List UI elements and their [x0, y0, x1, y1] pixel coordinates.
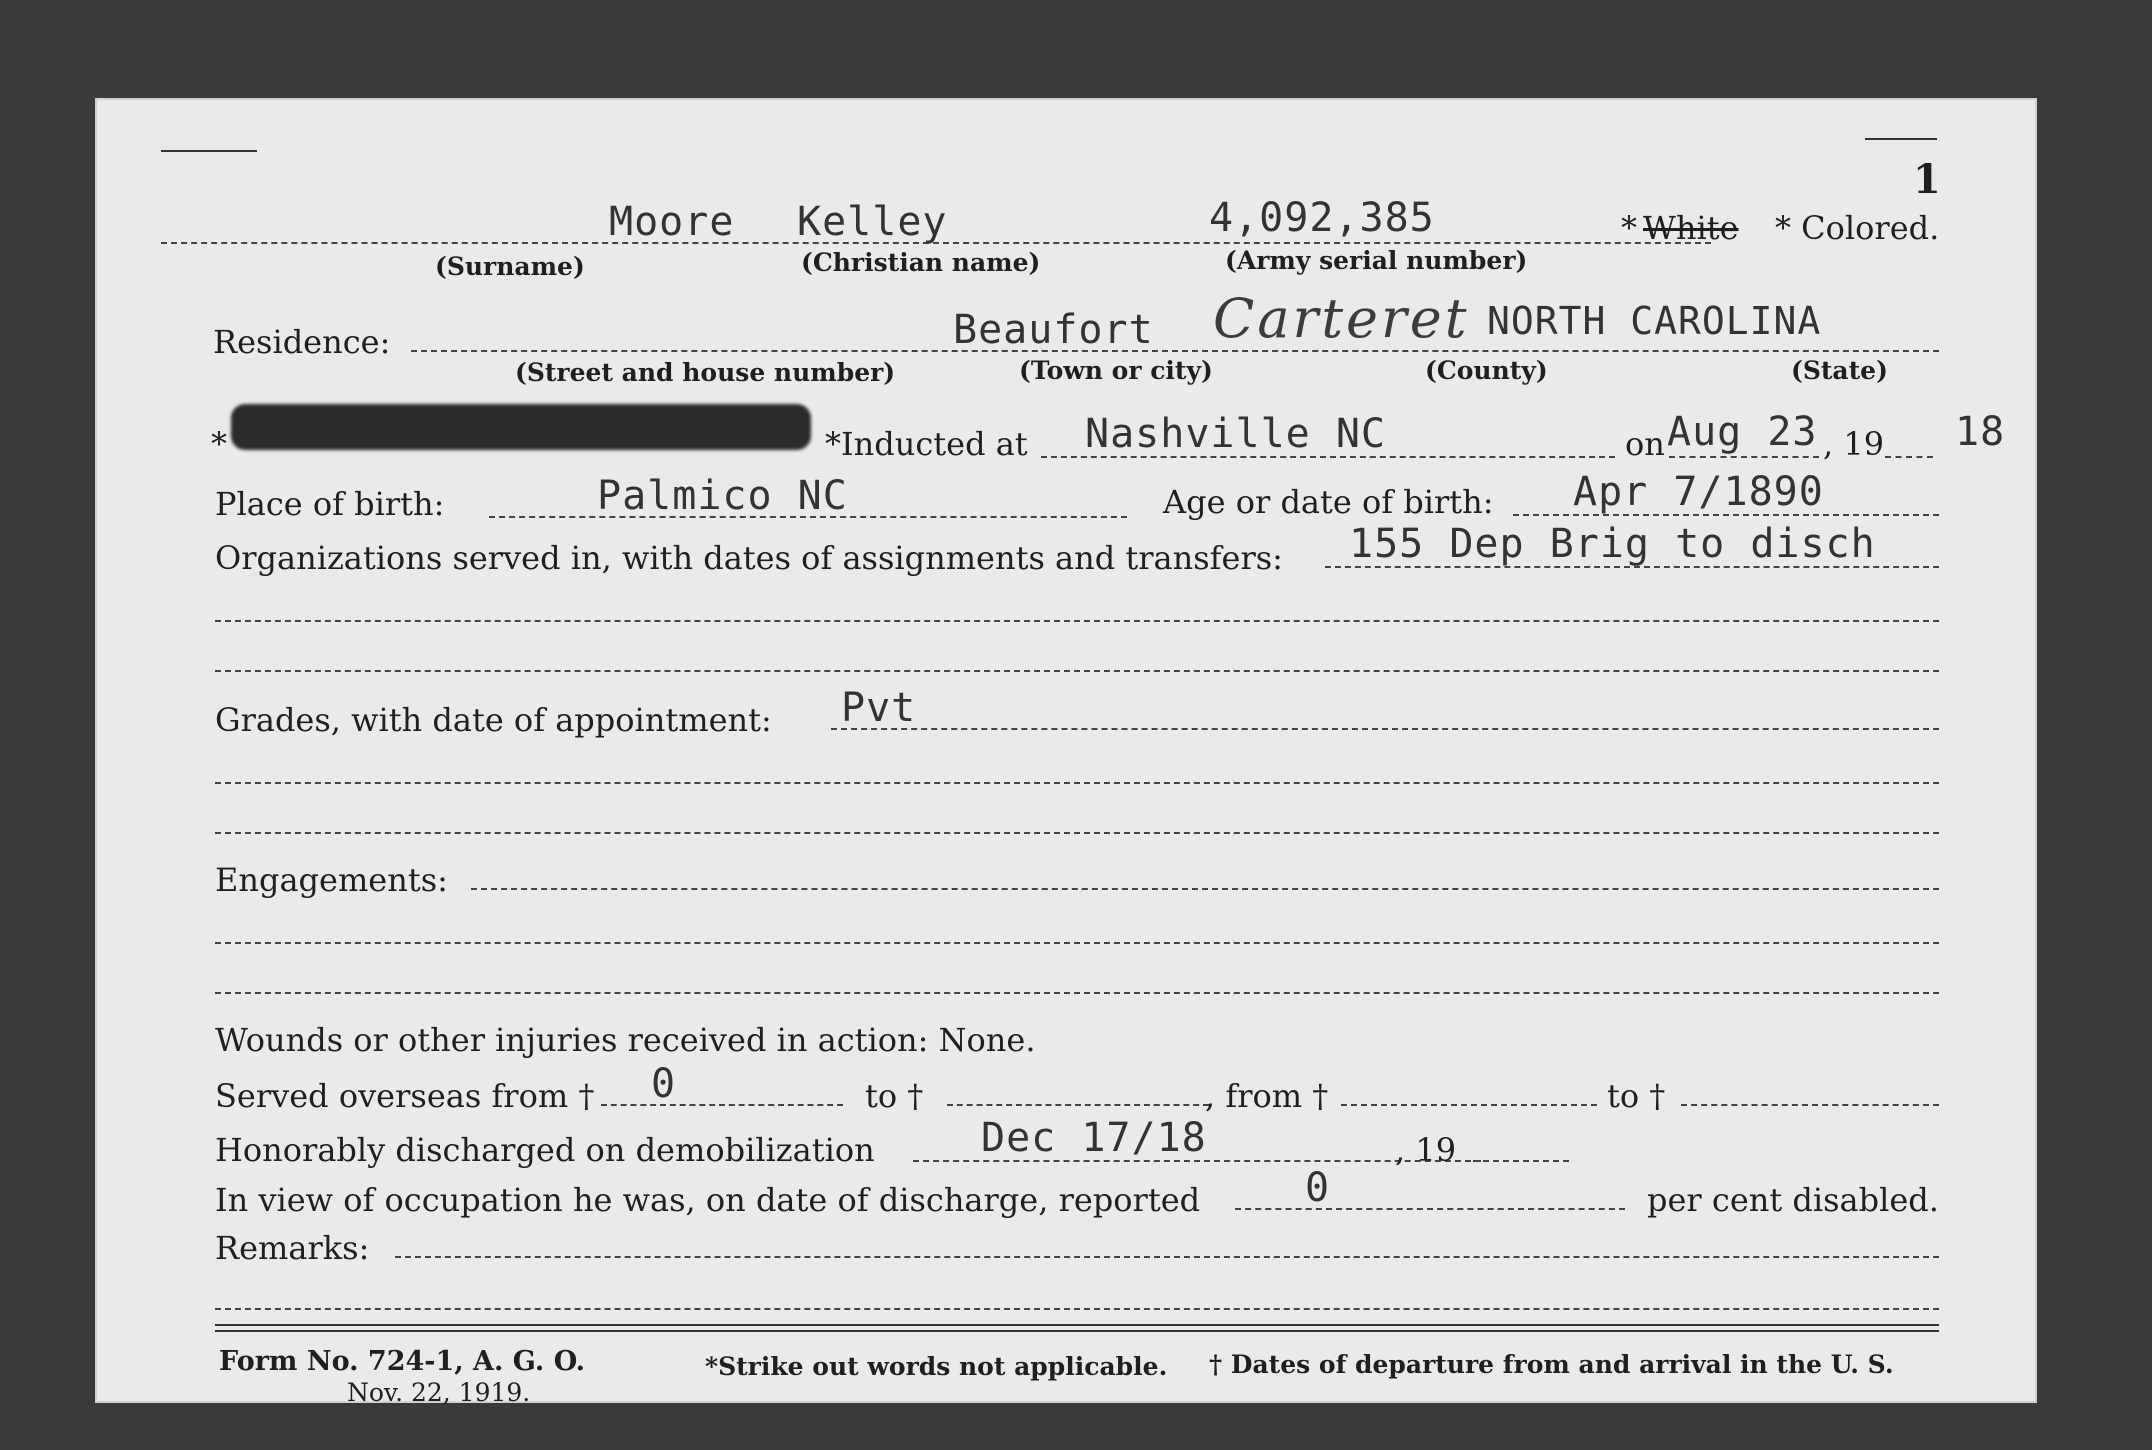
organizations-label: Organizations served in, with dates of assignments and transfers: [215, 539, 1283, 577]
caption-town: (Town or city) [1019, 356, 1213, 385]
residence-town: Beaufort [953, 307, 1154, 353]
birth-date-label: Age or date of birth: [1163, 483, 1494, 521]
induction-year: 18 [1955, 409, 2006, 455]
overseas-from-value: 0 [651, 1061, 677, 1107]
induction-place: Nashville NC [1085, 411, 1386, 457]
overseas-from2-line [1341, 1104, 1597, 1106]
disability-suffix: per cent disabled. [1647, 1181, 1939, 1219]
organizations-line-2 [215, 620, 1939, 622]
birth-place-value: Palmico NC [597, 473, 848, 519]
remarks-label: Remarks: [215, 1229, 370, 1267]
residence-state: NORTH CAROLINA [1487, 299, 1822, 343]
disability-line [1235, 1208, 1625, 1210]
overseas-from-label: Served overseas from † [215, 1077, 595, 1115]
residence-line [411, 350, 1939, 352]
residence-county: Carteret [1213, 287, 1470, 350]
wounds-label: Wounds or other injuries received in action: None. [215, 1021, 1036, 1059]
race-white: White [1643, 209, 1739, 247]
remarks-line-1 [395, 1256, 1939, 1258]
surname-value: Moore [609, 199, 735, 245]
engagements-line-2 [215, 942, 1939, 944]
card-number-rule [1865, 138, 1937, 140]
footer-rule-1 [215, 1324, 1939, 1326]
race-colored: * Colored. [1775, 209, 1940, 247]
induction-star: * [211, 425, 227, 463]
race-star: * [1621, 209, 1637, 247]
overseas-from-line [601, 1104, 843, 1106]
birth-date-value: Apr 7/1890 [1573, 469, 1824, 515]
induction-on-label: on [1625, 425, 1665, 463]
grades-label: Grades, with date of appointment: [215, 701, 772, 739]
induction-label: *Inducted at [825, 425, 1028, 463]
overseas-to2-label: to † [1607, 1077, 1666, 1115]
caption-county: (County) [1425, 356, 1548, 385]
engagements-line-3 [215, 992, 1939, 994]
induction-year-line [1885, 456, 1933, 458]
organizations-line-3 [215, 670, 1939, 672]
form-date: Nov. 22, 1919. [347, 1378, 531, 1407]
engagements-line-1 [471, 888, 1939, 890]
overseas-to-label: to † [865, 1077, 924, 1115]
service-card [95, 98, 2037, 1407]
caption-street: (Street and house number) [515, 358, 896, 387]
dates-note: † Dates of departure from and arrival in the U. S. [1209, 1350, 1894, 1379]
grades-value: Pvt [841, 685, 917, 731]
induction-date-line [1669, 456, 1819, 458]
form-number: Form No. 724-1, A. G. O. [219, 1346, 586, 1377]
card-number: 1 [1913, 156, 1941, 203]
disability-value: 0 [1305, 1165, 1331, 1211]
grades-line-2 [215, 782, 1939, 784]
engagements-label: Engagements: [215, 861, 448, 899]
overseas-to-line [947, 1104, 1209, 1106]
overseas-to2-line [1681, 1104, 1939, 1106]
organizations-value: 155 Dep Brig to disch [1349, 521, 1876, 567]
strike-note: *Strike out words not applicable. [705, 1352, 1168, 1381]
footer-rule-2 [215, 1330, 1939, 1332]
overseas-from2-label: , from † [1205, 1077, 1329, 1115]
birth-place-label: Place of birth: [215, 485, 445, 523]
discharge-label: Honorably discharged on demobilization [215, 1131, 875, 1169]
caption-christian-name: (Christian name) [801, 248, 1041, 277]
discharge-year-line [1473, 1160, 1569, 1162]
disability-label: In view of occupation he was, on date of discharge, reported [215, 1181, 1201, 1219]
redaction-bar [231, 404, 811, 450]
serial-number-value: 4,092,385 [1209, 195, 1435, 241]
christian-name-value: Kelley [797, 199, 948, 245]
caption-state: (State) [1791, 356, 1888, 385]
caption-serial-number: (Army serial number) [1225, 246, 1528, 275]
induction-date: Aug 23 [1667, 409, 1818, 455]
discharge-date-value: Dec 17/18 [981, 1115, 1207, 1161]
grades-line-1 [831, 728, 1939, 730]
caption-surname: (Surname) [435, 252, 585, 281]
residence-label: Residence: [213, 323, 391, 361]
top-left-rule [161, 150, 257, 152]
remarks-line-2 [215, 1308, 1939, 1310]
induction-year-prefix: , 19 [1823, 425, 1885, 463]
grades-line-3 [215, 832, 1939, 834]
discharge-year-label: , 19 [1395, 1131, 1457, 1169]
